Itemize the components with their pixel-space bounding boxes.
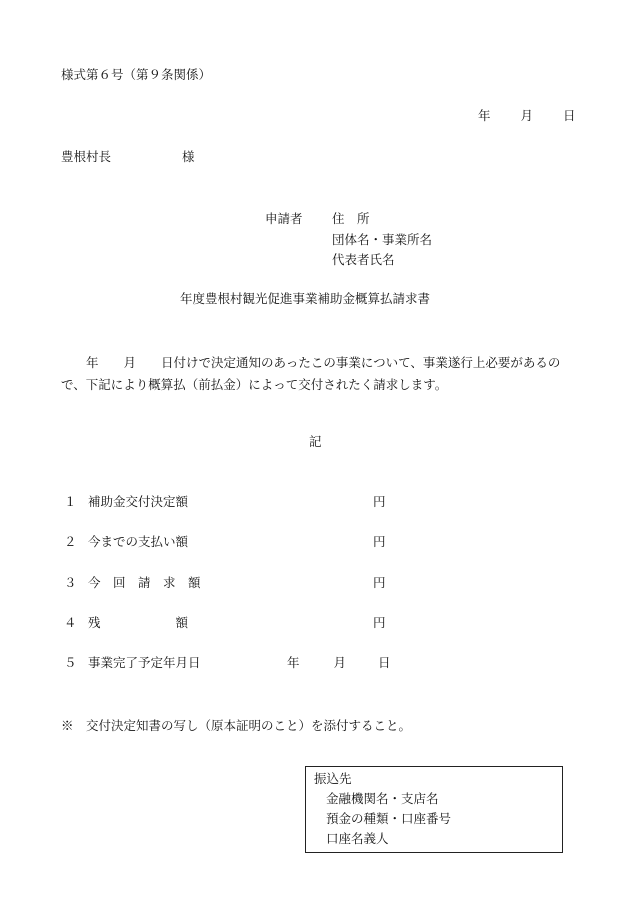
addressee-honorific: 様 xyxy=(182,149,195,164)
bank-transfer-box xyxy=(305,766,563,853)
date-year-label: 年 xyxy=(478,108,491,123)
completion-month-label: 月 xyxy=(333,655,347,670)
date-day-label: 日 xyxy=(563,108,576,123)
item-number: ２ xyxy=(64,534,77,549)
item-label: 事業完了予定年月日 xyxy=(88,655,201,670)
completion-date xyxy=(287,657,391,670)
item-unit: 円 xyxy=(373,615,386,630)
item-number: １ xyxy=(64,494,77,509)
bank-name-label: 金融機関名・支店名 xyxy=(326,791,439,806)
item-label: 今までの支払い額 xyxy=(88,534,189,549)
bank-box-header: 振込先 xyxy=(314,771,352,786)
document-title: 年度豊根村観光促進事業補助金概算払請求書 xyxy=(180,291,431,306)
applicant-address-label: 住 所 xyxy=(332,211,370,226)
item-number: ４ xyxy=(64,615,77,630)
completion-year-label: 年 xyxy=(287,655,300,670)
addressee-name: 豊根村長 xyxy=(61,149,112,164)
account-type-number-label: 預金の種類・口座番号 xyxy=(326,811,452,826)
request-body-text: 年 月 日付けで決定通知のあったこの事業について、事業遂行上必要があるので、下記により概算払（前払金）によって交付されたく請求します。 xyxy=(61,355,561,392)
item-number: ３ xyxy=(64,575,77,590)
applicant-role-label: 申請者 xyxy=(265,211,303,226)
ki-heading: 記 xyxy=(309,434,322,449)
applicant-organization-label: 団体名・事業所名 xyxy=(332,232,433,247)
date-line xyxy=(478,110,576,123)
date-month-label: 月 xyxy=(520,108,534,123)
item-unit: 円 xyxy=(373,494,386,509)
item-label: 今 回 請 求 額 xyxy=(88,575,201,590)
account-holder-label: 口座名義人 xyxy=(326,831,389,846)
addressee xyxy=(61,149,195,164)
attachment-note: ※ 交付決定知書の写し（原本証明のこと）を添付すること。 xyxy=(61,718,412,733)
item-label: 残 額 xyxy=(88,615,189,630)
form-label: 様式第６号（第９条関係） xyxy=(61,67,212,82)
applicant-representative-label: 代表者氏名 xyxy=(332,252,395,267)
item-unit: 円 xyxy=(373,534,386,549)
completion-day-label: 日 xyxy=(378,655,391,670)
item-number: ５ xyxy=(64,655,77,670)
item-unit: 円 xyxy=(373,575,386,590)
item-label: 補助金交付決定額 xyxy=(88,494,189,509)
